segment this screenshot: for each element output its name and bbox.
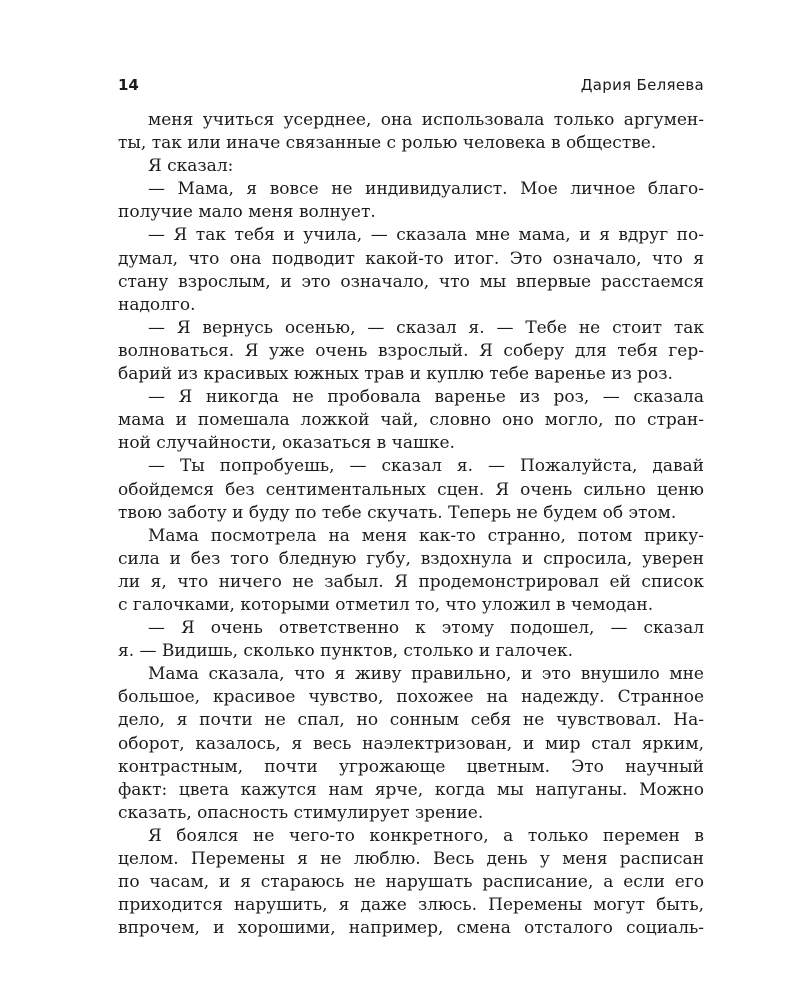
text-line: — Я очень ответственно к этому подошел, — сказал xyxy=(148,618,704,639)
text-line: обойдемся без сентиментальных сцен. Я очень сильно ценю xyxy=(118,479,704,500)
paragraph xyxy=(118,224,704,316)
text-line: ной случайности, оказаться в чашке. xyxy=(118,433,455,454)
text-line: по часам, и я стараюсь не нарушать расписание, а если его xyxy=(118,872,704,893)
body-text xyxy=(118,109,704,940)
paragraph xyxy=(118,825,704,940)
text-line: меня учиться усерднее, она использовала только аргумен- xyxy=(148,110,704,130)
text-line: ты, так или иначе связанные с ролью человека в обществе. xyxy=(118,133,657,154)
text-line: надолго. xyxy=(118,294,196,315)
text-line: с галочками, которыми отметил то, что уложил в чемодан. xyxy=(118,594,654,615)
text-line: приходится нарушить, я даже злюсь. Перемены могут быть, xyxy=(118,895,704,916)
text-line: оборот, казалось, я весь наэлектризован, и мир стал ярким, xyxy=(118,733,704,754)
text-line: я. — Видишь, сколько пунктов, столько и галочек. xyxy=(118,641,574,662)
paragraph xyxy=(118,317,704,386)
text-line: — Я никогда не пробовала варенье из роз, — сказала xyxy=(148,387,704,408)
text-line: большое, красивое чувство, похожее на надежду. Странное xyxy=(118,687,704,708)
page-number: 14 xyxy=(118,76,139,94)
paragraph xyxy=(118,155,704,178)
text-line: получие мало меня волнует. xyxy=(118,202,376,223)
page-header xyxy=(118,76,704,98)
paragraph xyxy=(118,525,704,617)
text-line: Я боялся не чего-то конкретного, а только перемен в xyxy=(148,825,704,846)
paragraph xyxy=(118,109,704,155)
text-line: дело, я почти не спал, но сонным себя не чувствовал. На- xyxy=(118,710,704,731)
text-line: Мама посмотрела на меня как-то странно, потом прику- xyxy=(148,525,704,546)
paragraph xyxy=(118,617,704,663)
text-line: впрочем, и хорошими, например, смена отсталого социаль- xyxy=(118,918,704,939)
text-line: думал, что она подводит какой-то итог. Это означало, что я xyxy=(118,248,704,269)
text-line: сказать, опасность стимулирует зрение. xyxy=(118,802,484,823)
paragraph xyxy=(118,386,704,455)
text-line: стану взрослым, и это означало, что мы впервые расстаемся xyxy=(118,271,704,292)
text-line: — Мама, я вовсе не индивидуалист. Мое личное благо- xyxy=(148,179,704,200)
text-line: твою заботу и буду по тебе скучать. Теперь не будем об этом. xyxy=(118,502,677,523)
text-line: сила и без того бледную губу, вздохнула и спросила, уверен xyxy=(118,548,704,569)
text-line: — Ты попробуешь, — сказал я. — Пожалуйста, давай xyxy=(148,456,704,477)
text-line: контрастным, почти угрожающе цветным. Это научный xyxy=(118,756,704,777)
text-line: ли я, что ничего не забыл. Я продемонстрировал ей список xyxy=(118,571,704,592)
paragraph xyxy=(118,178,704,224)
text-line: — Я так тебя и учила, — сказала мне мама, и я вдруг по- xyxy=(148,225,704,246)
text-line: — Я вернусь осенью, — сказал я. — Тебе не стоит так xyxy=(148,317,704,338)
text-line: Я сказал: xyxy=(148,156,234,177)
paragraph xyxy=(118,455,704,524)
text-line: мама и помешала ложкой чай, словно оно могло, по стран- xyxy=(118,410,704,431)
text-line: барий из красивых южных трав и куплю тебе варенье из роз. xyxy=(118,364,673,385)
text-line: волноваться. Я уже очень взрослый. Я соберу для тебя гер- xyxy=(118,340,704,361)
text-line: факт: цвета кажутся нам ярче, когда мы напуганы. Можно xyxy=(118,779,704,800)
paragraph xyxy=(118,663,704,825)
running-title: Дария Беляева xyxy=(580,76,704,94)
text-line: Мама сказала, что я живу правильно, и это внушило мне xyxy=(148,664,704,685)
text-line: целом. Перемены я не люблю. Весь день у меня расписан xyxy=(118,849,704,869)
